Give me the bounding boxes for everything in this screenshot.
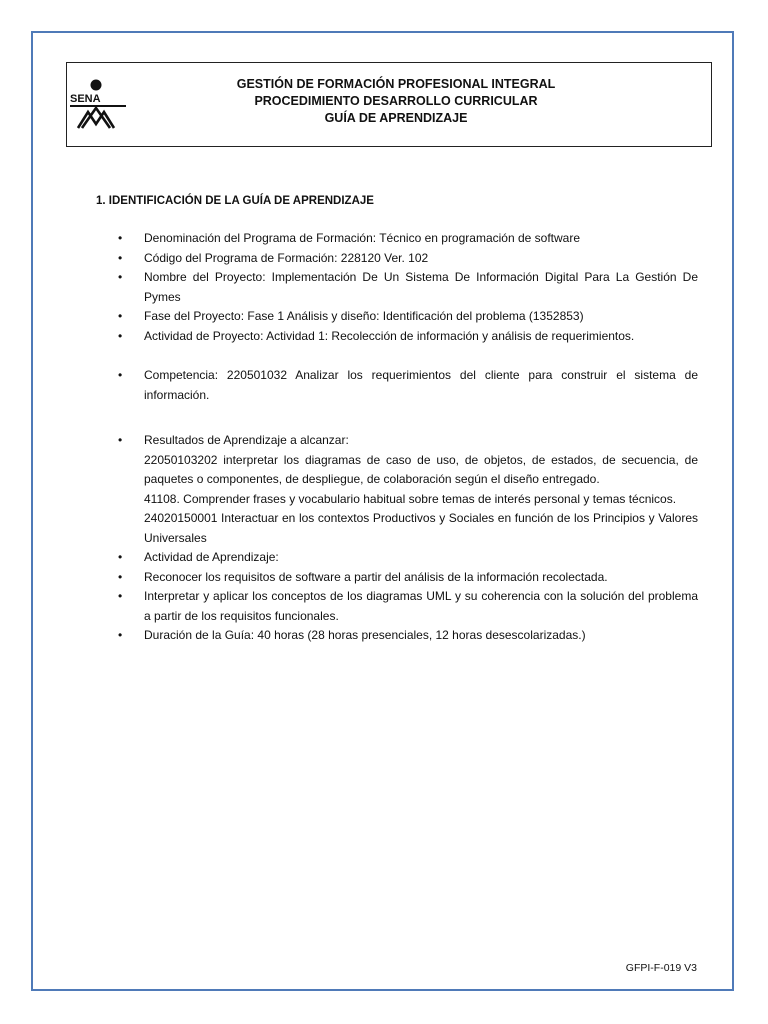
header-line-1: GESTIÓN DE FORMACIÓN PROFESIONAL INTEGRAL	[236, 77, 556, 91]
resultado-1: 22050103202 interpretar los diagramas de caso de uso, de objetos, de estados, de secuencia, de paquetes o componentes, de despliegue, de colaboración según el diseño entregado.	[144, 452, 698, 486]
list-item-reconocer: • Reconocer los requisitos de software a partir del análisis de la información recolectada.	[116, 568, 698, 588]
guide-content	[116, 229, 698, 646]
list-item-actividad-aprendizaje: • Actividad de Aprendizaje:	[116, 548, 698, 568]
logo-text: SENA	[70, 93, 101, 105]
header-titles	[130, 76, 662, 127]
list-item-fase: • Fase del Proyecto: Fase 1 Análisis y diseño: Identificación del problema (1352853)	[116, 307, 698, 327]
list-item-codigo: • Código del Programa de Formación: 228120 Ver. 102	[116, 249, 698, 269]
section-title: 1. IDENTIFICACIÓN DE LA GUÍA DE APRENDIZAJE	[96, 195, 374, 207]
resultado-3: 24020150001 Interactuar en los contextos Productivos y Sociales en función de los Principios y Valores Universales	[144, 511, 698, 545]
list-item-actividad-proyecto: • Actividad de Proyecto: Actividad 1: Recolección de información y análisis de requerimientos.	[116, 327, 698, 347]
sena-logo	[68, 76, 128, 132]
footer-form-code: GFPI-F-019 V3	[625, 962, 697, 974]
list-item-proyecto: • Nombre del Proyecto: Implementación De Un Sistema De Información Digital Para La Gestión De Pymes	[116, 268, 698, 307]
resultado-2: 41108. Comprender frases y vocabulario habitual sobre temas de interés personal y temas técnicos.	[144, 491, 677, 506]
list-item-interpretar: • Interpretar y aplicar los conceptos de los diagramas UML y su coherencia con la solución del problema a partir de los requisitos funcionales.	[116, 587, 698, 626]
list-item-programa: • Denominación del Programa de Formación: Técnico en programación de software	[116, 229, 698, 249]
list-item-resultados	[116, 431, 698, 548]
resultados-label: • Resultados de Aprendizaje a alcanzar:	[144, 433, 349, 447]
list-item-competencia: • Competencia: 220501032 Analizar los requerimientos del cliente para construir el sistema de información.	[116, 366, 698, 405]
header-line-3: GUÍA DE APRENDIZAJE	[324, 111, 468, 125]
header-line-2: PROCEDIMIENTO DESARROLLO CURRICULAR	[254, 94, 538, 108]
list-item-duracion: • Duración de la Guía: 40 horas (28 horas presenciales, 12 horas desescolarizadas.)	[116, 626, 698, 646]
